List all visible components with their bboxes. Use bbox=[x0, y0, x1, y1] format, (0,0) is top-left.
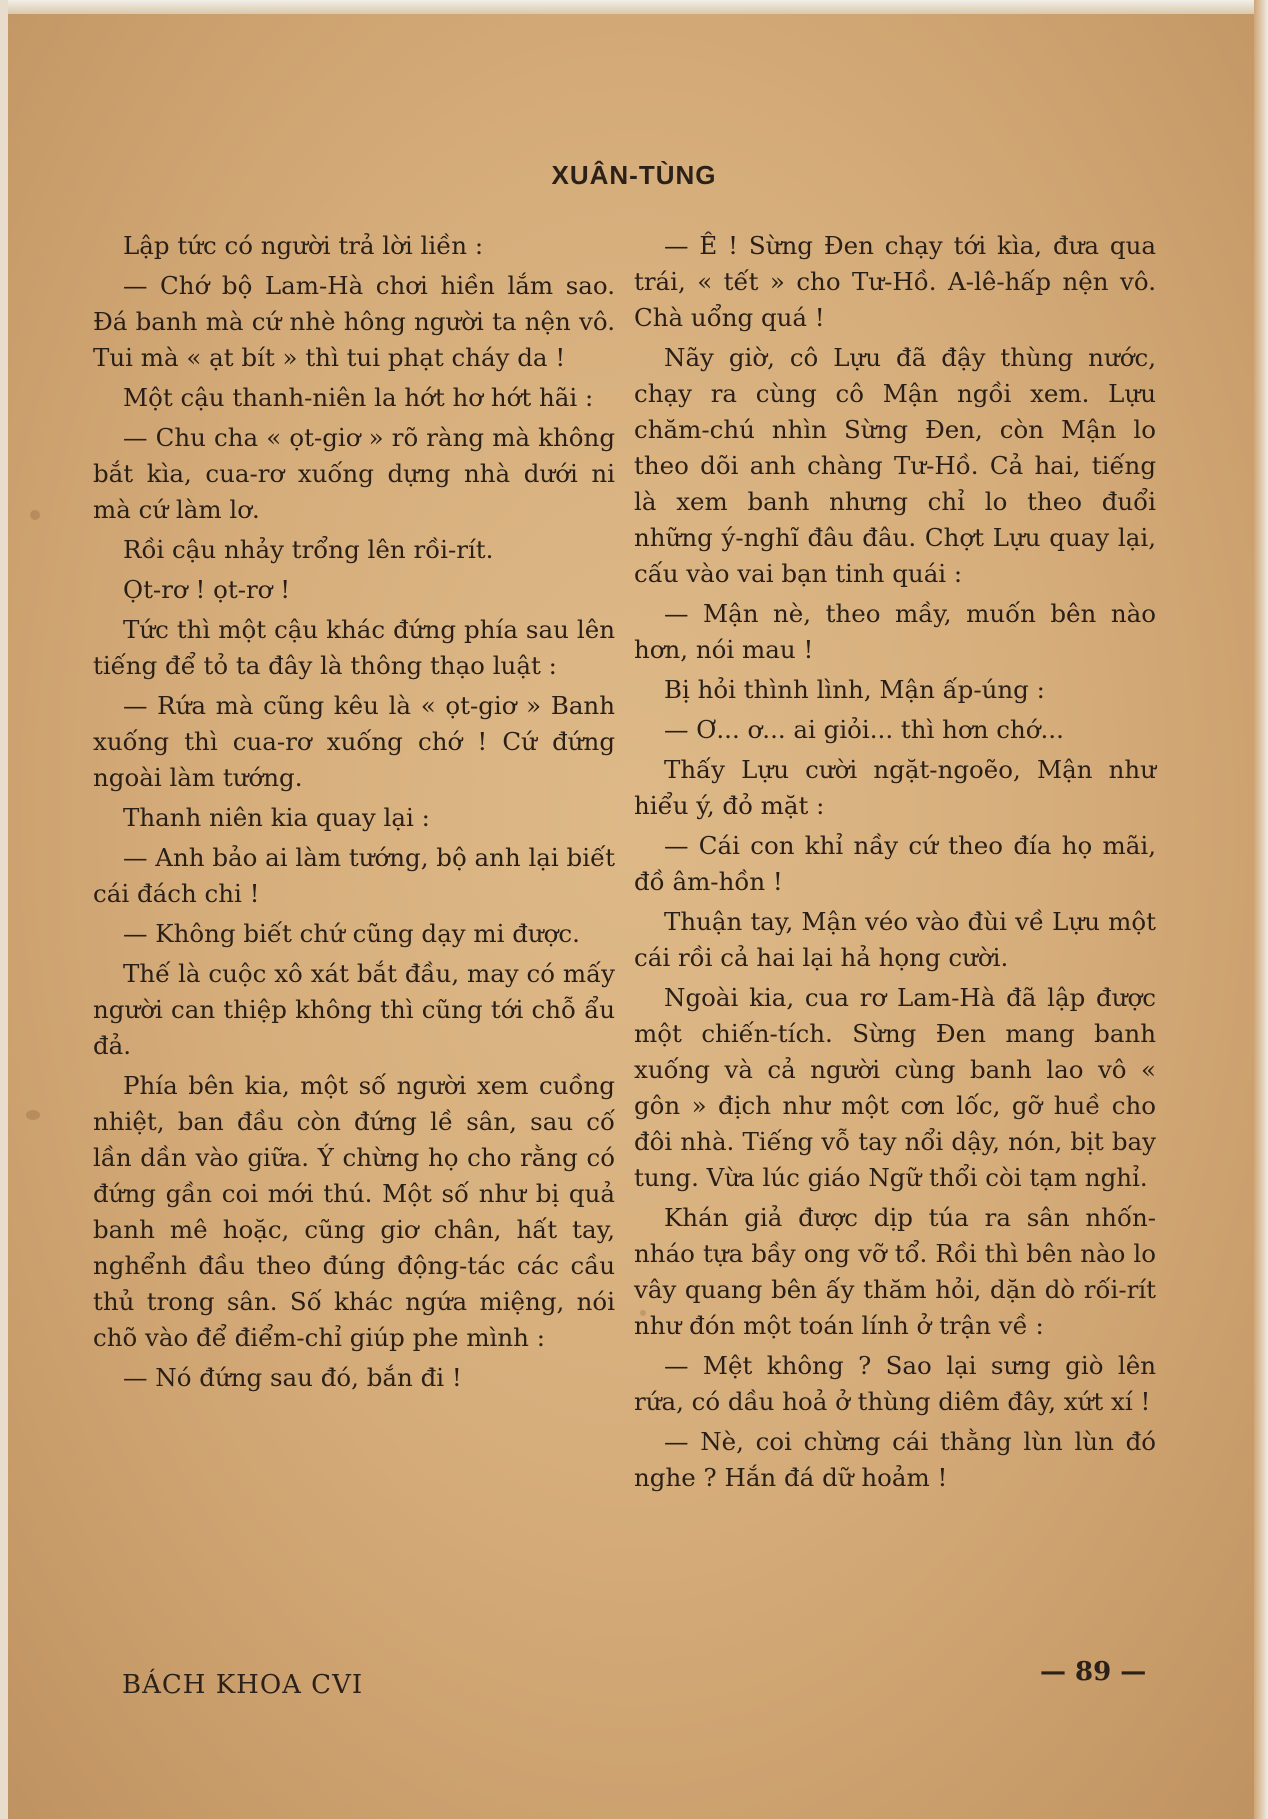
paragraph: — Rứa mà cũng kêu là « ọt-giơ » Banh xuống thì cua-rơ xuống chớ ! Cứ đứng ngoài làm tướng. bbox=[93, 691, 615, 792]
paragraph: Thanh niên kia quay lại : bbox=[123, 803, 430, 832]
paragraph: — Nè, coi chừng cái thằng lùn lùn đó nghe ? Hắn đá dữ hoảm ! bbox=[634, 1427, 1156, 1492]
paragraph: — Nó đứng sau đó, bắn đi ! bbox=[123, 1363, 462, 1392]
paragraph: Nãy giờ, cô Lựu đã đậy thùng nước, chạy ra cùng cô Mận ngồi xem. Lựu chăm-chú nhìn Sừng Đen, còn Mận lo theo dõi anh chàng Tư-Hồ. Cả hai, tiếng là xem banh nhưng chỉ lo theo đuổi những ý-nghĩ đâu đâu. Chợt Lựu quay lại, cấu vào vai bạn tinh quái : bbox=[634, 343, 1156, 588]
paragraph: — Mận nè, theo mầy, muốn bên nào hơn, nói mau ! bbox=[634, 599, 1156, 664]
paragraph: Thuận tay, Mận véo vào đùi về Lựu một cái rồi cả hai lại hả họng cười. bbox=[634, 907, 1156, 972]
paragraph: — Cái con khỉ nầy cứ theo đía họ mãi, đồ âm-hồn ! bbox=[634, 831, 1156, 896]
paragraph: — Mệt không ? Sao lại sưng giò lên rứa, có dầu hoả ở thùng diêm đây, xứt xí ! bbox=[634, 1351, 1156, 1416]
paragraph: — Chu cha « ọt-giơ » rõ ràng mà không bắt kìa, cua-rơ xuống dựng nhà dưới ni mà cứ làm lơ. bbox=[93, 423, 615, 524]
paragraph: Một cậu thanh-niên la hớt hơ hớt hãi : bbox=[123, 383, 594, 412]
paragraph: Thế là cuộc xô xát bắt đầu, may có mấy người can thiệp không thì cũng tới chỗ ẩu đả. bbox=[93, 959, 615, 1060]
left-text-column bbox=[93, 228, 615, 1400]
paragraph: — Chớ bộ Lam-Hà chơi hiền lắm sao. Đá banh mà cứ nhè hông người ta nện vô. Tui mà « ạt bít » thì tui phạt cháy da ! bbox=[93, 271, 615, 372]
right-text-column bbox=[634, 228, 1156, 1500]
page-header-author: XUÂN-TÙNG bbox=[551, 160, 717, 190]
paragraph: Khán giả được dịp túa ra sân nhốn-nháo tựa bầy ong vỡ tổ. Rồi thì bên nào lo vây quang bên ấy thăm hỏi, dặn dò rối-rít như đón một toán lính ở trận về : bbox=[634, 1203, 1156, 1340]
paper-left-edge bbox=[0, 0, 8, 1819]
page-number: — 89 — bbox=[1040, 1657, 1147, 1687]
paragraph: — Ê ! Sừng Đen chạy tới kìa, đưa qua trái, « tết » cho Tư-Hồ. A-lê-hấp nện vô. Chà uổng quá ! bbox=[634, 231, 1156, 332]
paragraph: Ngoài kia, cua rơ Lam-Hà đã lập được một chiến-tích. Sừng Đen mang banh xuống và cả người cùng banh lao vô « gôn » địch như một cơn lốc, gỡ huề cho đôi nhà. Tiếng vỗ tay nổi dậy, nón, bịt bay tung. Vừa lúc giáo Ngữ thổi còi tạm nghỉ. bbox=[634, 983, 1156, 1192]
paragraph: Bị hỏi thình lình, Mận ấp-úng : bbox=[664, 675, 1045, 704]
journal-footer: BÁCH KHOA CVI bbox=[122, 1670, 364, 1700]
paragraph: Thấy Lựu cười ngặt-ngoẽo, Mận như hiểu ý, đỏ mặt : bbox=[634, 755, 1156, 820]
paragraph: — Ơ... ơ... ai giỏi... thì hơn chớ... bbox=[664, 715, 1064, 744]
paragraph: — Không biết chứ cũng dạy mi được. bbox=[123, 919, 580, 948]
paper-right-edge bbox=[1254, 0, 1268, 1819]
paragraph: Rồi cậu nhảy trổng lên rồi-rít. bbox=[123, 535, 494, 564]
paragraph: — Anh bảo ai làm tướng, bộ anh lại biết cái đách chi ! bbox=[93, 843, 615, 908]
paragraph: Tức thì một cậu khác đứng phía sau lên tiếng để tỏ ta đây là thông thạo luật : bbox=[93, 615, 615, 680]
paragraph: Ọt-rơ ! ọt-rơ ! bbox=[123, 575, 291, 604]
paper-top-edge bbox=[0, 0, 1268, 14]
paragraph: Phía bên kia, một số người xem cuồng nhiệt, ban đầu còn đứng lề sân, sau cố lần dần vào giữa. Ý chừng họ cho rằng có đứng gần coi mới thú. Một số như bị quả banh mê hoặc, cũng giơ chân, hất tay, nghểnh đầu theo đúng động-tác các cầu thủ trong sân. Số khác ngứa miệng, nói chõ vào để điểm-chỉ giúp phe mình : bbox=[93, 1071, 615, 1352]
paper-stain bbox=[30, 510, 40, 520]
paper-stain bbox=[26, 1110, 40, 1120]
paragraph: Lập tức có người trả lời liền : bbox=[123, 231, 484, 260]
